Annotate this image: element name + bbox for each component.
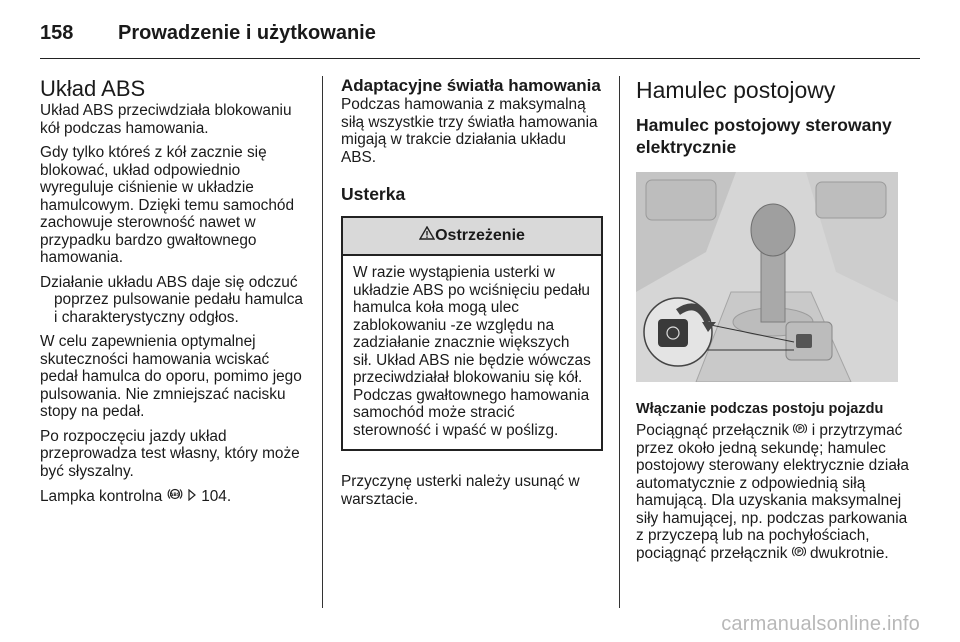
page-header xyxy=(40,14,920,59)
column-parking-brake xyxy=(636,76,916,569)
abs-lamp-text: Lampka kontrolna xyxy=(40,488,163,505)
warning-title-bar xyxy=(343,218,601,256)
svg-text:P: P xyxy=(796,549,801,556)
parking-brake-switch-illustration xyxy=(636,172,898,382)
section-heading-abs: Układ ABS xyxy=(40,76,146,101)
paragraph: Układ ABS przeciwdziała blokowaniu kół podczas hamowania. xyxy=(40,102,292,137)
warning-triangle-icon xyxy=(419,218,435,254)
subheading-fault: Usterka xyxy=(341,184,406,204)
svg-text:P: P xyxy=(798,426,803,433)
abs-warning-lamp-icon xyxy=(167,487,183,506)
text-part: Pociągnąć przełącznik xyxy=(636,422,790,439)
svg-text:ABS: ABS xyxy=(169,493,180,498)
column-divider xyxy=(619,76,620,608)
paragraph: Podczas hamowania z maksymalną siłą wszystkie trzy światła hamowania migają w trakcie działania układu ABS. xyxy=(341,96,598,166)
warning-box xyxy=(341,216,603,451)
paragraph: Przyczynę usterki należy usunąć w warsztacie. xyxy=(341,473,580,508)
paragraph: Gdy tylko któreś z kół zacznie się blokować, układ odpowiednio wyreguluje ciśnienie w układzie hamulcowym. Dzięki temu samochód zachowuje sterowność nawet w przypadku bardzo gwałtownego hamowania. xyxy=(40,144,295,266)
figure-caption: Włączanie podczas postoju pojazdu xyxy=(636,401,884,417)
paragraph: Po rozpoczęciu jazdy układ przeprowadza test własny, który może być słyszalny. xyxy=(40,427,300,480)
text-part: i przytrzymać przez około jedną sekundę; hamulec postojowy sterowany elektrycznie działa automatycznie z odpowiednią siłą hamującą. Dla uzyskania maksymalnej siły hamującej, np. podczas parkowania z przyczepą lub na pochyłościach, pociągnąć przełącznik xyxy=(636,422,909,562)
section-heading-adaptive-brake-lights: Adaptacyjne światła hamowania xyxy=(341,76,601,95)
text-part: dwukrotnie. xyxy=(810,544,889,562)
parking-brake-symbol-icon xyxy=(793,422,807,440)
warning-title: Ostrzeżenie xyxy=(435,227,525,244)
page-reference-arrow-icon xyxy=(187,488,197,506)
watermark: carmanualsonline.info xyxy=(721,613,920,635)
column-abs xyxy=(40,76,308,513)
paragraph: Działanie układu ABS daje się odczuć poprzez pulsowanie pedału hamulca i charakterystyczny odgłos. xyxy=(40,273,303,326)
column-brake-lights xyxy=(341,76,603,515)
column-divider xyxy=(322,76,323,608)
section-heading-parking-brake: Hamulec postojowy xyxy=(636,77,836,103)
page-number: 158 xyxy=(40,22,74,44)
page-reference[interactable]: 104. xyxy=(201,488,232,505)
paragraph-abs-lamp xyxy=(40,487,308,506)
warning-text: W razie wystąpienia usterki w układzie ABS po wciśnięciu pedału hamulca koła mogą ulec zablokowaniu -ze względu na zadziałanie znacznie większych sił. Układ ABS nie będzie wówczas przeciwdziałał blokowaniu się kół. Podczas gwałtownego hamowania samochód może stracić sterowność i wpaść w poślizg. xyxy=(353,264,591,439)
page-title: Prowadzenie i użytkowanie xyxy=(118,22,376,44)
paragraph: W celu zapewnienia optymalnej skuteczności hamowania wciskać pedał hamulca do oporu, pomimo jego pulsowania. Nie zmniejszać nacisku stopy na pedał. xyxy=(40,333,302,420)
paragraph-parking-brake xyxy=(636,422,916,562)
subheading-electric-parking-brake: Hamulec postojowy sterowany elektrycznie xyxy=(636,115,892,157)
parking-brake-symbol-icon xyxy=(792,545,806,563)
warning-body xyxy=(343,256,601,449)
